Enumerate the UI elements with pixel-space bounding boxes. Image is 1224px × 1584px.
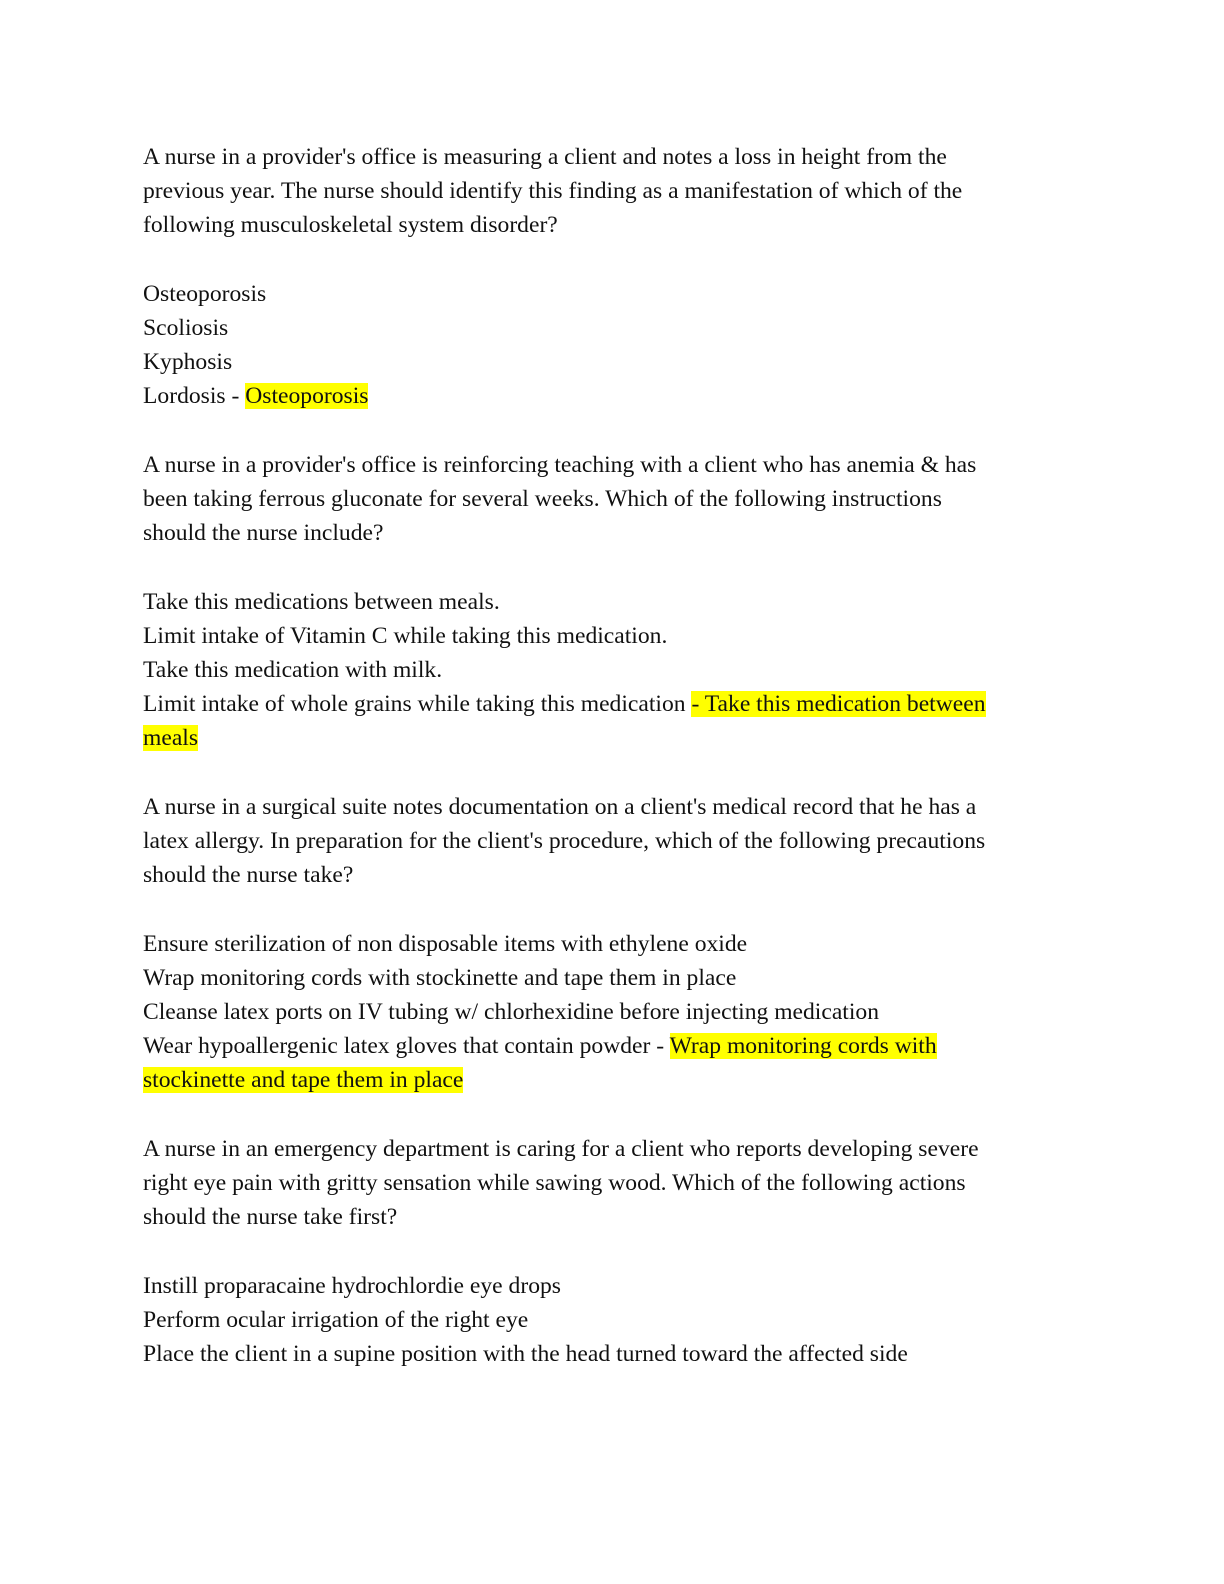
- question-stem-line: previous year. The nurse should identify this finding as a manifestation of which of the: [143, 178, 963, 205]
- question-stem-line: been taking ferrous gluconate for several weeks. Which of the following instructions: [143, 486, 942, 512]
- answer-option: Cleanse latex ports on IV tubing w/ chlorhexidine before injecting medication: [143, 999, 880, 1025]
- answer-option: Scoliosis: [143, 315, 229, 341]
- answer-option-text: Limit intake of whole grains while taking this medication: [143, 691, 692, 718]
- question-stem-line: should the nurse take?: [143, 862, 354, 889]
- answer-option: Kyphosis: [143, 349, 233, 376]
- highlighted-answer: stockinette and tape them in place: [143, 1067, 464, 1094]
- question-stem-line: A nurse in a provider's office is reinforcing teaching with a client who has anemia & has: [143, 451, 977, 478]
- question-stem-line: should the nurse take first?: [143, 1204, 398, 1231]
- answer-continuation: [143, 721, 1073, 755]
- answer-option: Perform ocular irrigation of the right eye: [143, 1306, 529, 1333]
- answer-option: Take this medication with milk.: [143, 657, 443, 683]
- highlighted-answer: Osteoporosis: [245, 383, 369, 410]
- answer-option: Limit intake of Vitamin C while taking this medication.: [143, 622, 668, 649]
- highlighted-answer: meals: [143, 725, 199, 752]
- paragraph-spacer: [143, 756, 1073, 790]
- answer-option: Place the client in a supine position with the head turned toward the affected side: [143, 1341, 908, 1367]
- highlighted-answer: Wrap monitoring cords with: [669, 1033, 937, 1060]
- question-stem-line: right eye pain with gritty sensation while sawing wood. Which of the following actions: [143, 1170, 966, 1196]
- question-block: [143, 1132, 1073, 1371]
- question-stem-line: latex allergy. In preparation for the client's procedure, which of the following precautions: [143, 828, 986, 854]
- answer-option: Wrap monitoring cords with stockinette and tape them in place: [143, 964, 737, 991]
- question-stem-line: should the nurse include?: [143, 520, 384, 547]
- paragraph-spacer: [143, 414, 1073, 448]
- answer-option: Osteoporosis: [143, 280, 267, 307]
- question-block: [143, 790, 1073, 1132]
- highlighted-answer: - Take this medication between: [691, 691, 986, 718]
- answer-option-with-answer: [143, 1029, 1073, 1063]
- document-page: [143, 140, 1073, 1371]
- paragraph-spacer: [143, 550, 1073, 584]
- question-stem-line: A nurse in a provider's office is measuring a client and notes a loss in height from the: [143, 144, 947, 170]
- question-stem-line: A nurse in an emergency department is caring for a client who reports developing severe: [143, 1135, 979, 1162]
- question-block: [143, 140, 1073, 448]
- paragraph-spacer: [143, 243, 1073, 277]
- answer-option: Instill proparacaine hydrochlordie eye drops: [143, 1272, 561, 1299]
- question-stem-line: A nurse in a surgical suite notes documentation on a client's medical record that he has a: [143, 793, 977, 820]
- answer-option-with-answer: [143, 379, 1073, 413]
- answer-option-with-answer: [143, 687, 1073, 721]
- question-block: [143, 448, 1073, 790]
- answer-option-text: Wear hypoallergenic latex gloves that contain powder -: [143, 1033, 670, 1060]
- answer-option: Take this medications between meals.: [143, 588, 500, 615]
- answer-option: Ensure sterilization of non disposable items with ethylene oxide: [143, 930, 748, 957]
- paragraph-spacer: [143, 1098, 1073, 1132]
- paragraph-spacer: [143, 1234, 1073, 1268]
- question-stem-line: following musculoskeletal system disorder?: [143, 212, 558, 239]
- answer-continuation: [143, 1063, 1073, 1097]
- answer-option-text: Lordosis -: [143, 383, 246, 410]
- paragraph-spacer: [143, 892, 1073, 926]
